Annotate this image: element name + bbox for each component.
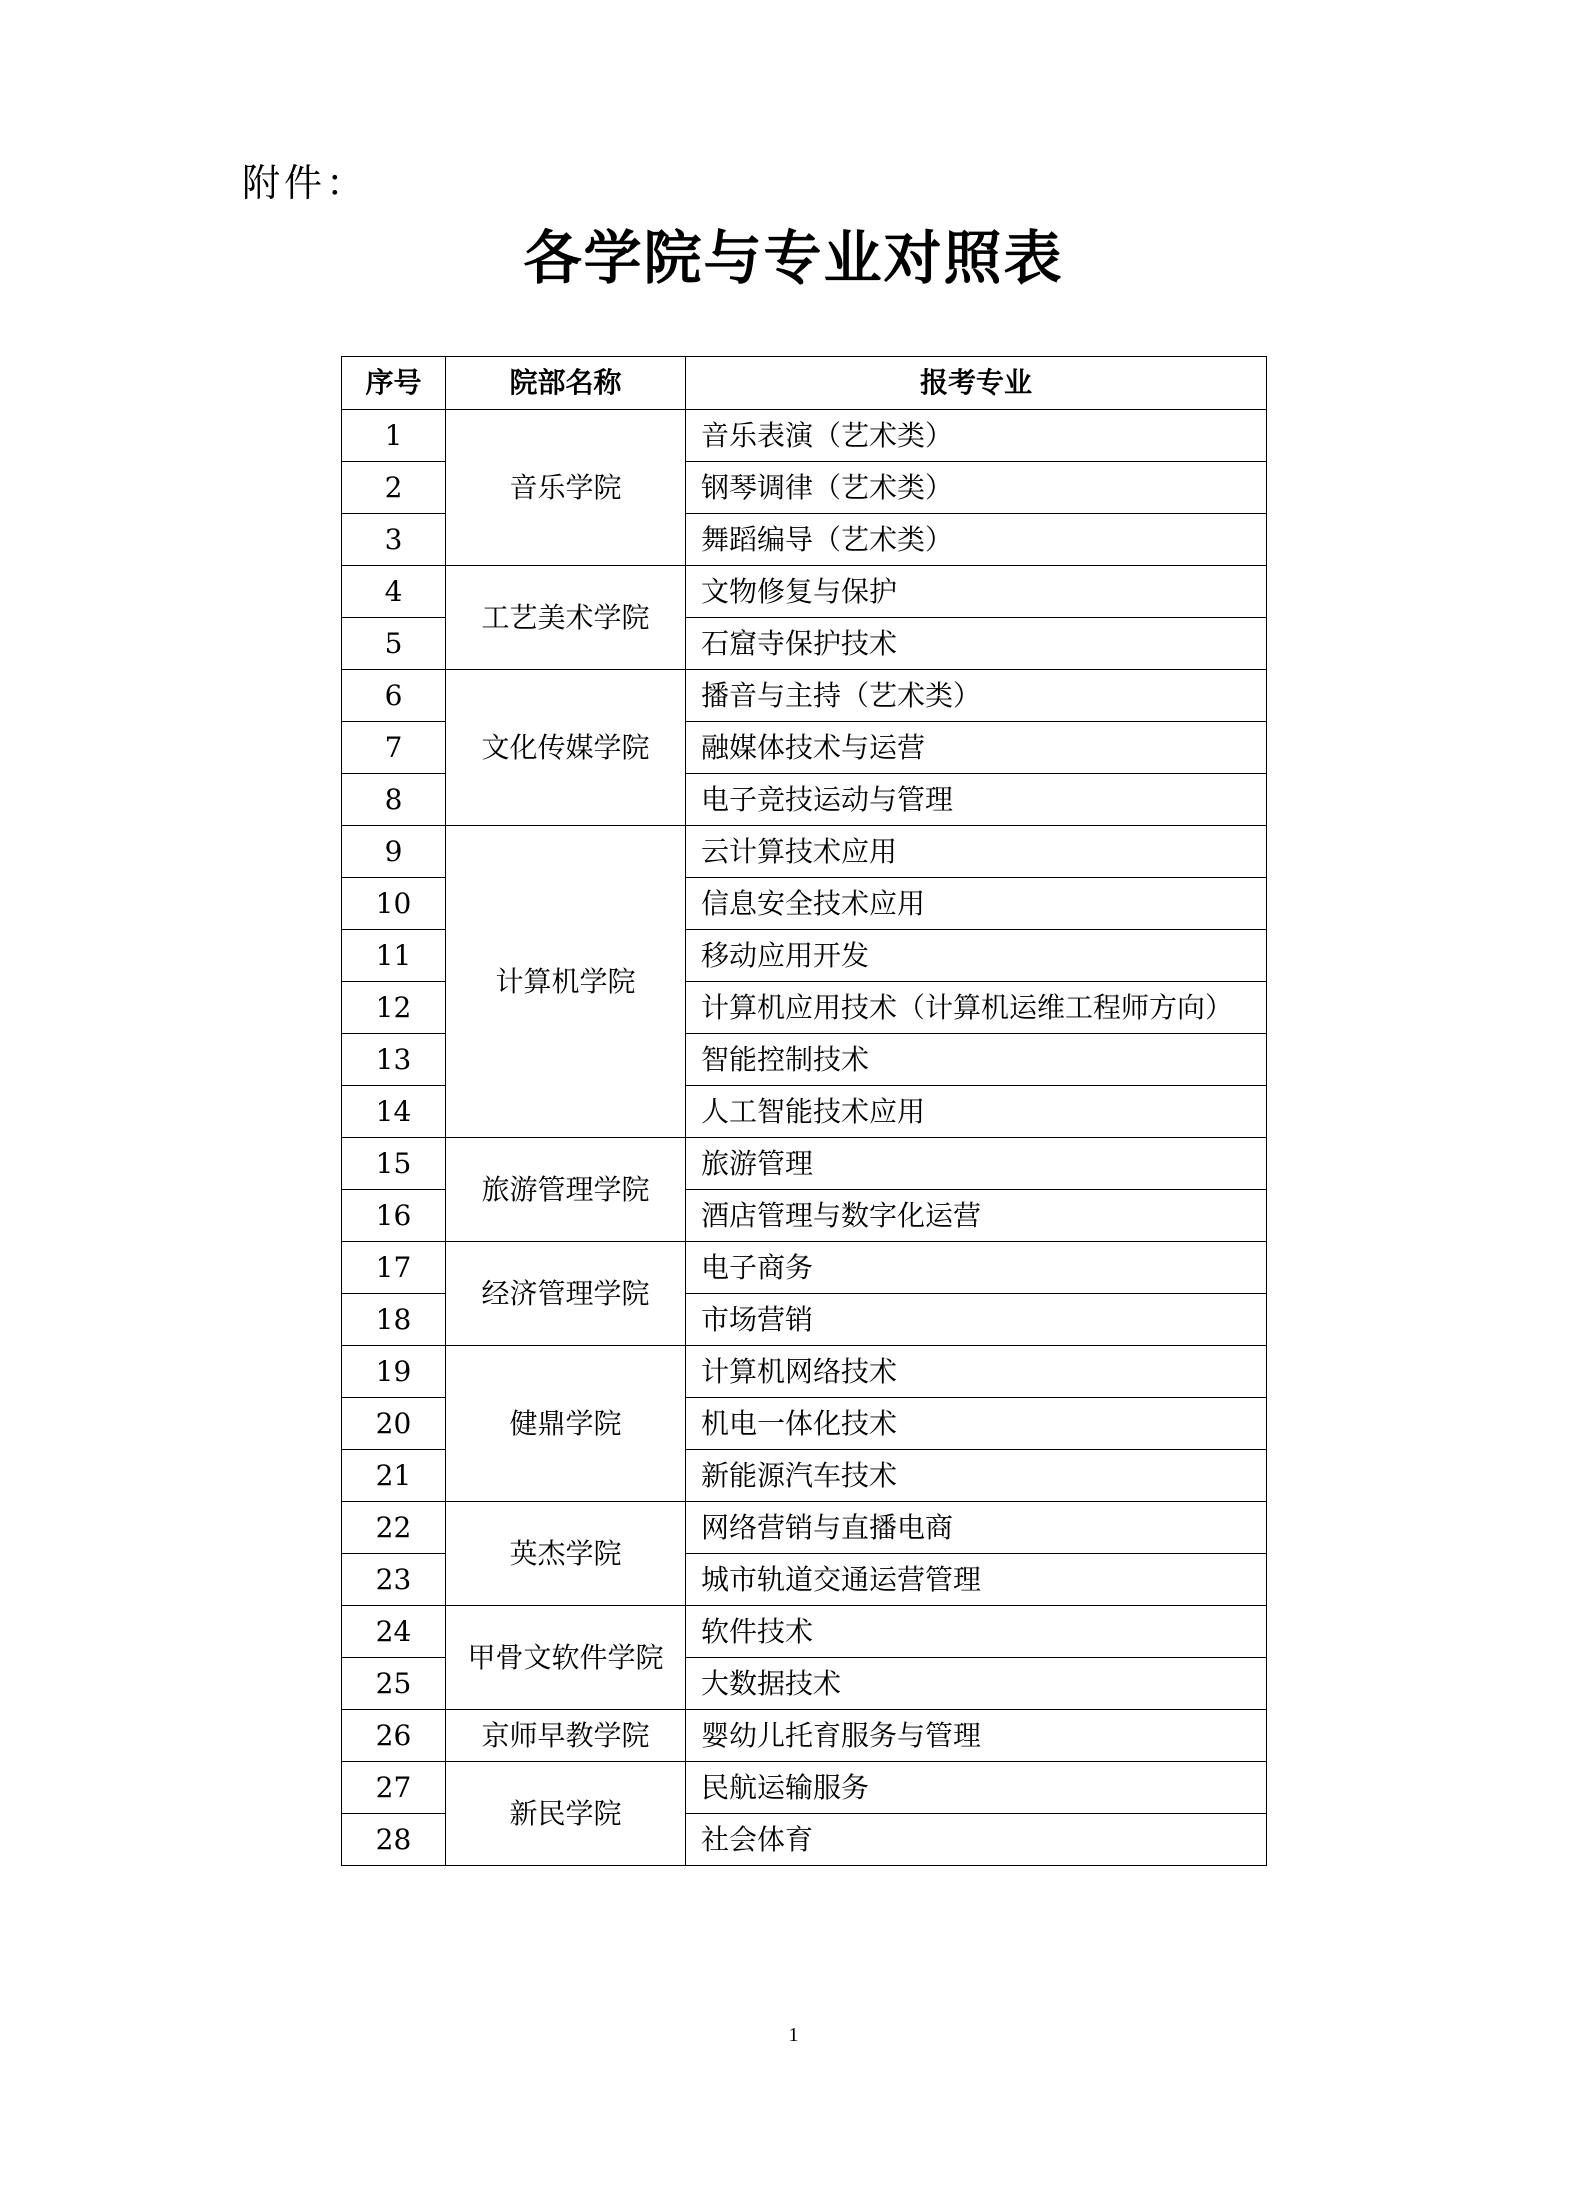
major-name: 软件技术 — [686, 1606, 1267, 1658]
major-name: 城市轨道交通运营管理 — [686, 1554, 1267, 1606]
table-row — [342, 1762, 1267, 1814]
row-index: 22 — [342, 1502, 446, 1554]
row-index: 13 — [342, 1034, 446, 1086]
page-number: 1 — [788, 2024, 799, 2046]
major-name: 移动应用开发 — [686, 930, 1267, 982]
row-index: 9 — [342, 826, 446, 878]
row-index: 15 — [342, 1138, 446, 1190]
table-row — [342, 1502, 1267, 1554]
header-index: 序号 — [342, 357, 446, 410]
row-index: 23 — [342, 1554, 446, 1606]
table-row — [342, 1606, 1267, 1658]
row-index: 18 — [342, 1294, 446, 1346]
major-name: 网络营销与直播电商 — [686, 1502, 1267, 1554]
major-name: 婴幼儿托育服务与管理 — [686, 1710, 1267, 1762]
table-row — [342, 826, 1267, 878]
table-row — [342, 670, 1267, 722]
major-name: 音乐表演（艺术类） — [686, 410, 1267, 462]
major-name: 石窟寺保护技术 — [686, 618, 1267, 670]
table-body — [342, 410, 1267, 1866]
college-name: 新民学院 — [446, 1762, 686, 1866]
row-index: 20 — [342, 1398, 446, 1450]
major-name: 钢琴调律（艺术类） — [686, 462, 1267, 514]
row-index: 24 — [342, 1606, 446, 1658]
major-name: 大数据技术 — [686, 1658, 1267, 1710]
college-name: 工艺美术学院 — [446, 566, 686, 670]
row-index: 8 — [342, 774, 446, 826]
major-name: 智能控制技术 — [686, 1034, 1267, 1086]
row-index: 5 — [342, 618, 446, 670]
row-index: 17 — [342, 1242, 446, 1294]
row-index: 25 — [342, 1658, 446, 1710]
attachment-label: 附件： — [242, 161, 369, 205]
major-name: 新能源汽车技术 — [686, 1450, 1267, 1502]
major-name: 舞蹈编导（艺术类） — [686, 514, 1267, 566]
row-index: 2 — [342, 462, 446, 514]
row-index: 7 — [342, 722, 446, 774]
major-name: 云计算技术应用 — [686, 826, 1267, 878]
major-name: 信息安全技术应用 — [686, 878, 1267, 930]
college-name: 健鼎学院 — [446, 1346, 686, 1502]
major-name: 市场营销 — [686, 1294, 1267, 1346]
major-name: 社会体育 — [686, 1814, 1267, 1866]
row-index: 28 — [342, 1814, 446, 1866]
major-name: 计算机网络技术 — [686, 1346, 1267, 1398]
row-index: 27 — [342, 1762, 446, 1814]
header-college: 院部名称 — [446, 357, 686, 410]
college-name: 甲骨文软件学院 — [446, 1606, 686, 1710]
major-name: 播音与主持（艺术类） — [686, 670, 1267, 722]
table-row — [342, 1346, 1267, 1398]
table-row — [342, 410, 1267, 462]
major-name: 文物修复与保护 — [686, 566, 1267, 618]
row-index: 14 — [342, 1086, 446, 1138]
row-index: 10 — [342, 878, 446, 930]
college-major-table-container — [341, 356, 1267, 1866]
major-name: 旅游管理 — [686, 1138, 1267, 1190]
table-row — [342, 1710, 1267, 1762]
major-name: 人工智能技术应用 — [686, 1086, 1267, 1138]
table-row — [342, 1138, 1267, 1190]
row-index: 1 — [342, 410, 446, 462]
major-name: 融媒体技术与运营 — [686, 722, 1267, 774]
table-header-row — [342, 357, 1267, 410]
college-name: 计算机学院 — [446, 826, 686, 1138]
major-name: 计算机应用技术（计算机运维工程师方向） — [686, 982, 1267, 1034]
row-index: 4 — [342, 566, 446, 618]
major-name: 机电一体化技术 — [686, 1398, 1267, 1450]
row-index: 6 — [342, 670, 446, 722]
major-name: 酒店管理与数字化运营 — [686, 1190, 1267, 1242]
college-name: 旅游管理学院 — [446, 1138, 686, 1242]
major-name: 电子商务 — [686, 1242, 1267, 1294]
college-name: 文化传媒学院 — [446, 670, 686, 826]
document-title: 各学院与专业对照表 — [523, 224, 1064, 292]
row-index: 11 — [342, 930, 446, 982]
row-index: 12 — [342, 982, 446, 1034]
row-index: 3 — [342, 514, 446, 566]
major-name: 民航运输服务 — [686, 1762, 1267, 1814]
college-major-table — [341, 356, 1267, 1866]
row-index: 16 — [342, 1190, 446, 1242]
row-index: 21 — [342, 1450, 446, 1502]
table-row — [342, 1242, 1267, 1294]
college-name: 英杰学院 — [446, 1502, 686, 1606]
header-major: 报考专业 — [686, 357, 1267, 410]
college-name: 京师早教学院 — [446, 1710, 686, 1762]
row-index: 26 — [342, 1710, 446, 1762]
college-name: 音乐学院 — [446, 410, 686, 566]
table-row — [342, 566, 1267, 618]
major-name: 电子竞技运动与管理 — [686, 774, 1267, 826]
row-index: 19 — [342, 1346, 446, 1398]
college-name: 经济管理学院 — [446, 1242, 686, 1346]
